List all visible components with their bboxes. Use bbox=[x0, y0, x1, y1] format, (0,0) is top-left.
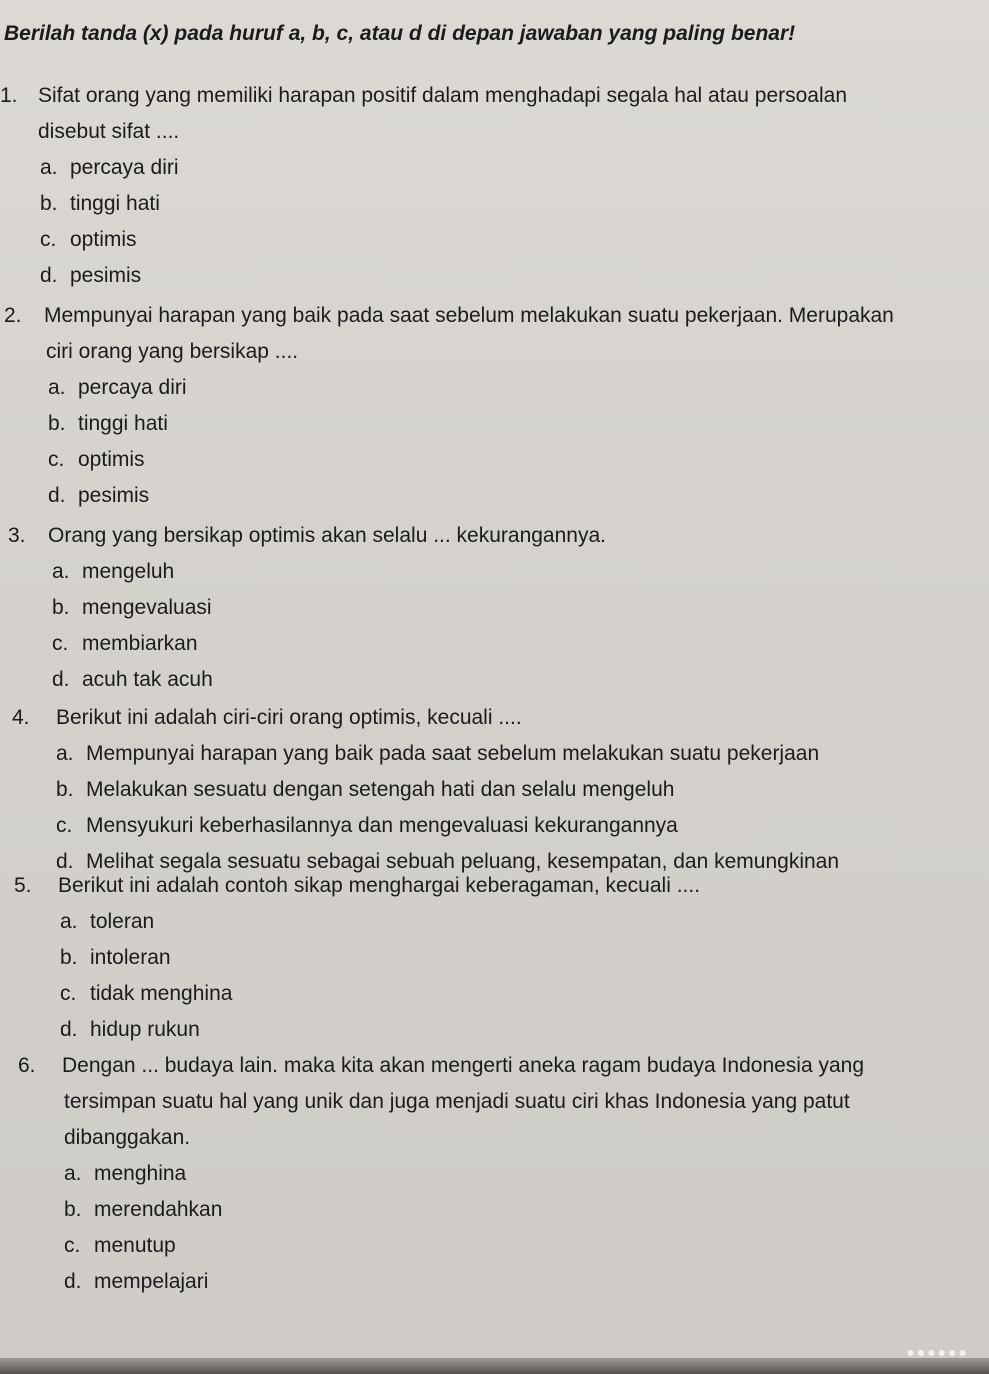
question-text: Berikut ini adalah contoh sikap menghargai keberagaman, kecuali .... bbox=[58, 874, 701, 897]
question-text: dibanggakan. bbox=[64, 1126, 191, 1149]
question-stem-line bbox=[4, 334, 894, 370]
option-a[interactable] bbox=[48, 370, 894, 406]
option-c[interactable] bbox=[56, 808, 839, 844]
option-b[interactable] bbox=[64, 1192, 864, 1228]
option-text: tinggi hati bbox=[70, 192, 160, 215]
option-letter: d. bbox=[40, 264, 58, 287]
option-b[interactable] bbox=[48, 406, 894, 442]
option-text: tinggi hati bbox=[78, 412, 168, 435]
question-3 bbox=[8, 518, 606, 698]
question-text: tersimpan suatu hal yang unik dan juga menjadi suatu ciri khas Indonesia yang patut bbox=[64, 1090, 850, 1113]
option-letter: b. bbox=[64, 1198, 82, 1221]
option-letter: d. bbox=[60, 1018, 78, 1041]
question-stem-line bbox=[0, 114, 847, 150]
option-b[interactable] bbox=[60, 940, 700, 976]
question-number: 1. bbox=[0, 84, 18, 107]
option-text: pesimis bbox=[78, 484, 150, 507]
question-text: Dengan ... budaya lain. maka kita akan mengerti aneka ragam budaya Indonesia yang bbox=[62, 1054, 865, 1077]
option-letter: c. bbox=[56, 814, 73, 837]
question-number: 4. bbox=[12, 706, 30, 729]
option-text: Mensyukuri keberhasilannya dan mengevaluasi kekurangannya bbox=[86, 814, 678, 837]
option-letter: a. bbox=[48, 376, 66, 399]
option-text: menutup bbox=[94, 1234, 176, 1257]
option-letter: a. bbox=[40, 156, 58, 179]
option-d[interactable] bbox=[52, 662, 606, 698]
question-1 bbox=[0, 78, 847, 294]
question-number: 2. bbox=[4, 304, 22, 327]
option-letter: d. bbox=[64, 1270, 82, 1293]
question-number: 3. bbox=[8, 524, 26, 547]
option-c[interactable] bbox=[60, 976, 700, 1012]
option-text: toleran bbox=[90, 910, 155, 933]
option-letter: b. bbox=[48, 412, 66, 435]
option-a[interactable] bbox=[56, 736, 839, 772]
option-c[interactable] bbox=[48, 442, 894, 478]
page-bottom-edge bbox=[0, 1358, 989, 1374]
option-letter: c. bbox=[60, 982, 77, 1005]
option-letter: c. bbox=[52, 632, 69, 655]
option-text: Melakukan sesuatu dengan setengah hati dan selalu mengeluh bbox=[86, 778, 675, 801]
option-d[interactable] bbox=[60, 1012, 700, 1048]
option-b[interactable] bbox=[52, 590, 606, 626]
option-letter: b. bbox=[52, 596, 70, 619]
question-2 bbox=[4, 298, 894, 514]
question-number: 6. bbox=[18, 1054, 36, 1077]
question-6 bbox=[18, 1048, 864, 1300]
option-b[interactable] bbox=[40, 186, 847, 222]
option-b[interactable] bbox=[56, 772, 839, 808]
option-text: percaya diri bbox=[78, 376, 187, 399]
option-text: mengevaluasi bbox=[82, 596, 212, 619]
option-letter: a. bbox=[60, 910, 78, 933]
question-5 bbox=[14, 868, 700, 1048]
option-letter: a. bbox=[64, 1162, 82, 1185]
question-stem-line bbox=[18, 1048, 864, 1084]
option-text: pesimis bbox=[70, 264, 142, 287]
option-text: mengeluh bbox=[82, 560, 175, 583]
question-text: disebut sifat .... bbox=[38, 120, 180, 143]
option-letter: d. bbox=[56, 850, 74, 873]
question-text: Mempunyai harapan yang baik pada saat sebelum melakukan suatu pekerjaan. Merupakan bbox=[44, 304, 894, 327]
option-letter: c. bbox=[40, 228, 57, 251]
option-c[interactable] bbox=[64, 1228, 864, 1264]
option-text: optimis bbox=[70, 228, 137, 251]
option-a[interactable] bbox=[40, 150, 847, 186]
question-4 bbox=[12, 700, 839, 880]
question-stem-line bbox=[4, 298, 894, 334]
option-letter: b. bbox=[60, 946, 78, 969]
instruction-heading: Berilah tanda (x) pada huruf a, b, c, atau d di depan jawaban yang paling benar! bbox=[4, 22, 796, 45]
option-text: tidak menghina bbox=[90, 982, 233, 1005]
option-d[interactable] bbox=[40, 258, 847, 294]
option-c[interactable] bbox=[52, 626, 606, 662]
question-text: ciri orang yang bersikap .... bbox=[46, 340, 299, 363]
question-stem-line bbox=[14, 868, 700, 904]
option-text: Mempunyai harapan yang baik pada saat sebelum melakukan suatu pekerjaan bbox=[86, 742, 820, 765]
option-letter: b. bbox=[56, 778, 74, 801]
option-letter: c. bbox=[48, 448, 65, 471]
option-letter: c. bbox=[64, 1234, 81, 1257]
option-a[interactable] bbox=[52, 554, 606, 590]
option-text: hidup rukun bbox=[90, 1018, 200, 1041]
option-text: membiarkan bbox=[82, 632, 198, 655]
option-c[interactable] bbox=[40, 222, 847, 258]
option-a[interactable] bbox=[64, 1156, 864, 1192]
option-text: mempelajari bbox=[94, 1270, 209, 1293]
decorative-dots-icon: ●●●●●● bbox=[906, 1344, 969, 1360]
question-text: Berikut ini adalah ciri-ciri orang optimis, kecuali .... bbox=[56, 706, 522, 729]
option-letter: a. bbox=[52, 560, 70, 583]
question-text: Orang yang bersikap optimis akan selalu ... kekurangannya. bbox=[48, 524, 606, 547]
question-stem-line bbox=[8, 518, 606, 554]
question-text: Sifat orang yang memiliki harapan positif dalam menghadapi segala hal atau persoalan bbox=[38, 84, 848, 107]
question-stem-line bbox=[18, 1084, 864, 1120]
question-stem-line bbox=[18, 1120, 864, 1156]
question-number: 5. bbox=[14, 874, 32, 897]
option-d[interactable] bbox=[64, 1264, 864, 1300]
option-text: merendahkan bbox=[94, 1198, 223, 1221]
option-text: intoleran bbox=[90, 946, 171, 969]
option-text: menghina bbox=[94, 1162, 187, 1185]
option-letter: d. bbox=[52, 668, 70, 691]
option-text: percaya diri bbox=[70, 156, 179, 179]
option-a[interactable] bbox=[60, 904, 700, 940]
option-text: optimis bbox=[78, 448, 145, 471]
option-text: Melihat segala sesuatu sebagai sebuah peluang, kesempatan, dan kemungkinan bbox=[86, 850, 840, 873]
option-letter: a. bbox=[56, 742, 74, 765]
option-d[interactable] bbox=[48, 478, 894, 514]
question-stem-line bbox=[12, 700, 839, 736]
option-text: acuh tak acuh bbox=[82, 668, 213, 691]
option-letter: d. bbox=[48, 484, 66, 507]
question-stem-line bbox=[0, 78, 847, 114]
option-letter: b. bbox=[40, 192, 58, 215]
